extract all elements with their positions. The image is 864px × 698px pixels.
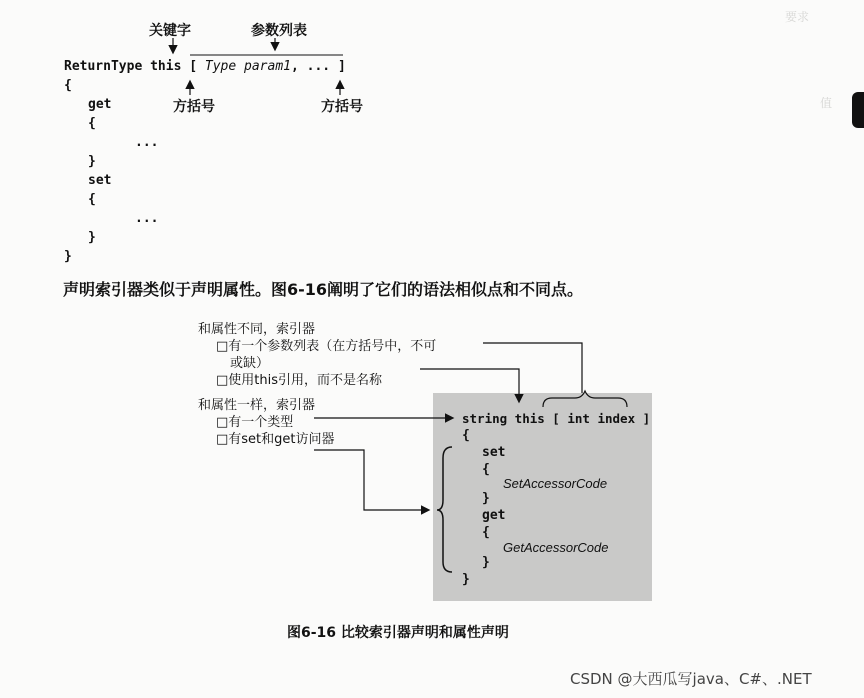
code-set-close: } (88, 230, 96, 245)
label-bracket-right: 方括号 (321, 99, 363, 115)
code-decl-param: Type param1 (204, 59, 291, 74)
same-item-accessors: □有set和get访问器 (216, 432, 335, 447)
code-set: set (88, 173, 112, 188)
code-get: get (88, 97, 112, 112)
code-decl-tail: , ... ] (290, 59, 346, 74)
label-bracket-left: 方括号 (173, 99, 215, 115)
label-keyword: 关键字 (149, 23, 191, 39)
this-arrow (420, 369, 519, 401)
fig-code-close: } (462, 572, 470, 587)
code-get-open: { (88, 116, 96, 131)
fig-code-set: set (482, 445, 506, 460)
same-title: 和属性一样，索引器 (198, 398, 316, 413)
fig-code-get: get (482, 508, 506, 523)
diff-item-param-list: □有一个参数列表（在方括号中，不可 (216, 339, 437, 354)
bleed-text-2: 值 (820, 96, 833, 110)
diff-title: 和属性不同，索引器 (198, 322, 316, 337)
diff-item-param-list-cont: 或缺） (230, 356, 270, 371)
param-connector (483, 343, 582, 393)
code-set-dots: ... (135, 211, 159, 226)
fig-code-set-body: SetAccessorCode (503, 476, 608, 491)
code-get-dots: ... (135, 135, 159, 150)
fig-code-set-close: } (482, 491, 490, 506)
accessors-brace (437, 447, 452, 572)
fig-code-decl: string this [ int index ] (462, 411, 651, 426)
fig-code-get-open: { (482, 525, 490, 540)
body-paragraph: 声明索引器类似于声明属性。图6-16阐明了它们的语法相似点和不同点。 (63, 280, 584, 299)
param-brace (543, 391, 627, 407)
same-item-type: □有一个类型 (216, 415, 294, 430)
accessors-arrow (314, 450, 428, 510)
diff-item-this: □使用this引用，而不是名称 (216, 373, 383, 388)
code-get-close: } (88, 154, 96, 169)
bleed-text-1: 要求 (785, 10, 810, 24)
code-brace-open: { (64, 78, 72, 93)
fig-code-get-close: } (482, 555, 490, 570)
code-brace-close: } (64, 249, 72, 264)
code-set-open: { (88, 192, 96, 207)
code-decl-prefix: ReturnType this [ (64, 59, 205, 74)
watermark: CSDN @大西瓜写java、C#、.NET (570, 670, 812, 688)
label-param-list: 参数列表 (251, 23, 307, 39)
fig-code-open: { (462, 428, 470, 443)
fig-code-get-body: GetAccessorCode (503, 540, 609, 555)
fig-code-set-open: { (482, 462, 490, 477)
figure-caption: 图6-16 比较索引器声明和属性声明 (287, 625, 509, 641)
